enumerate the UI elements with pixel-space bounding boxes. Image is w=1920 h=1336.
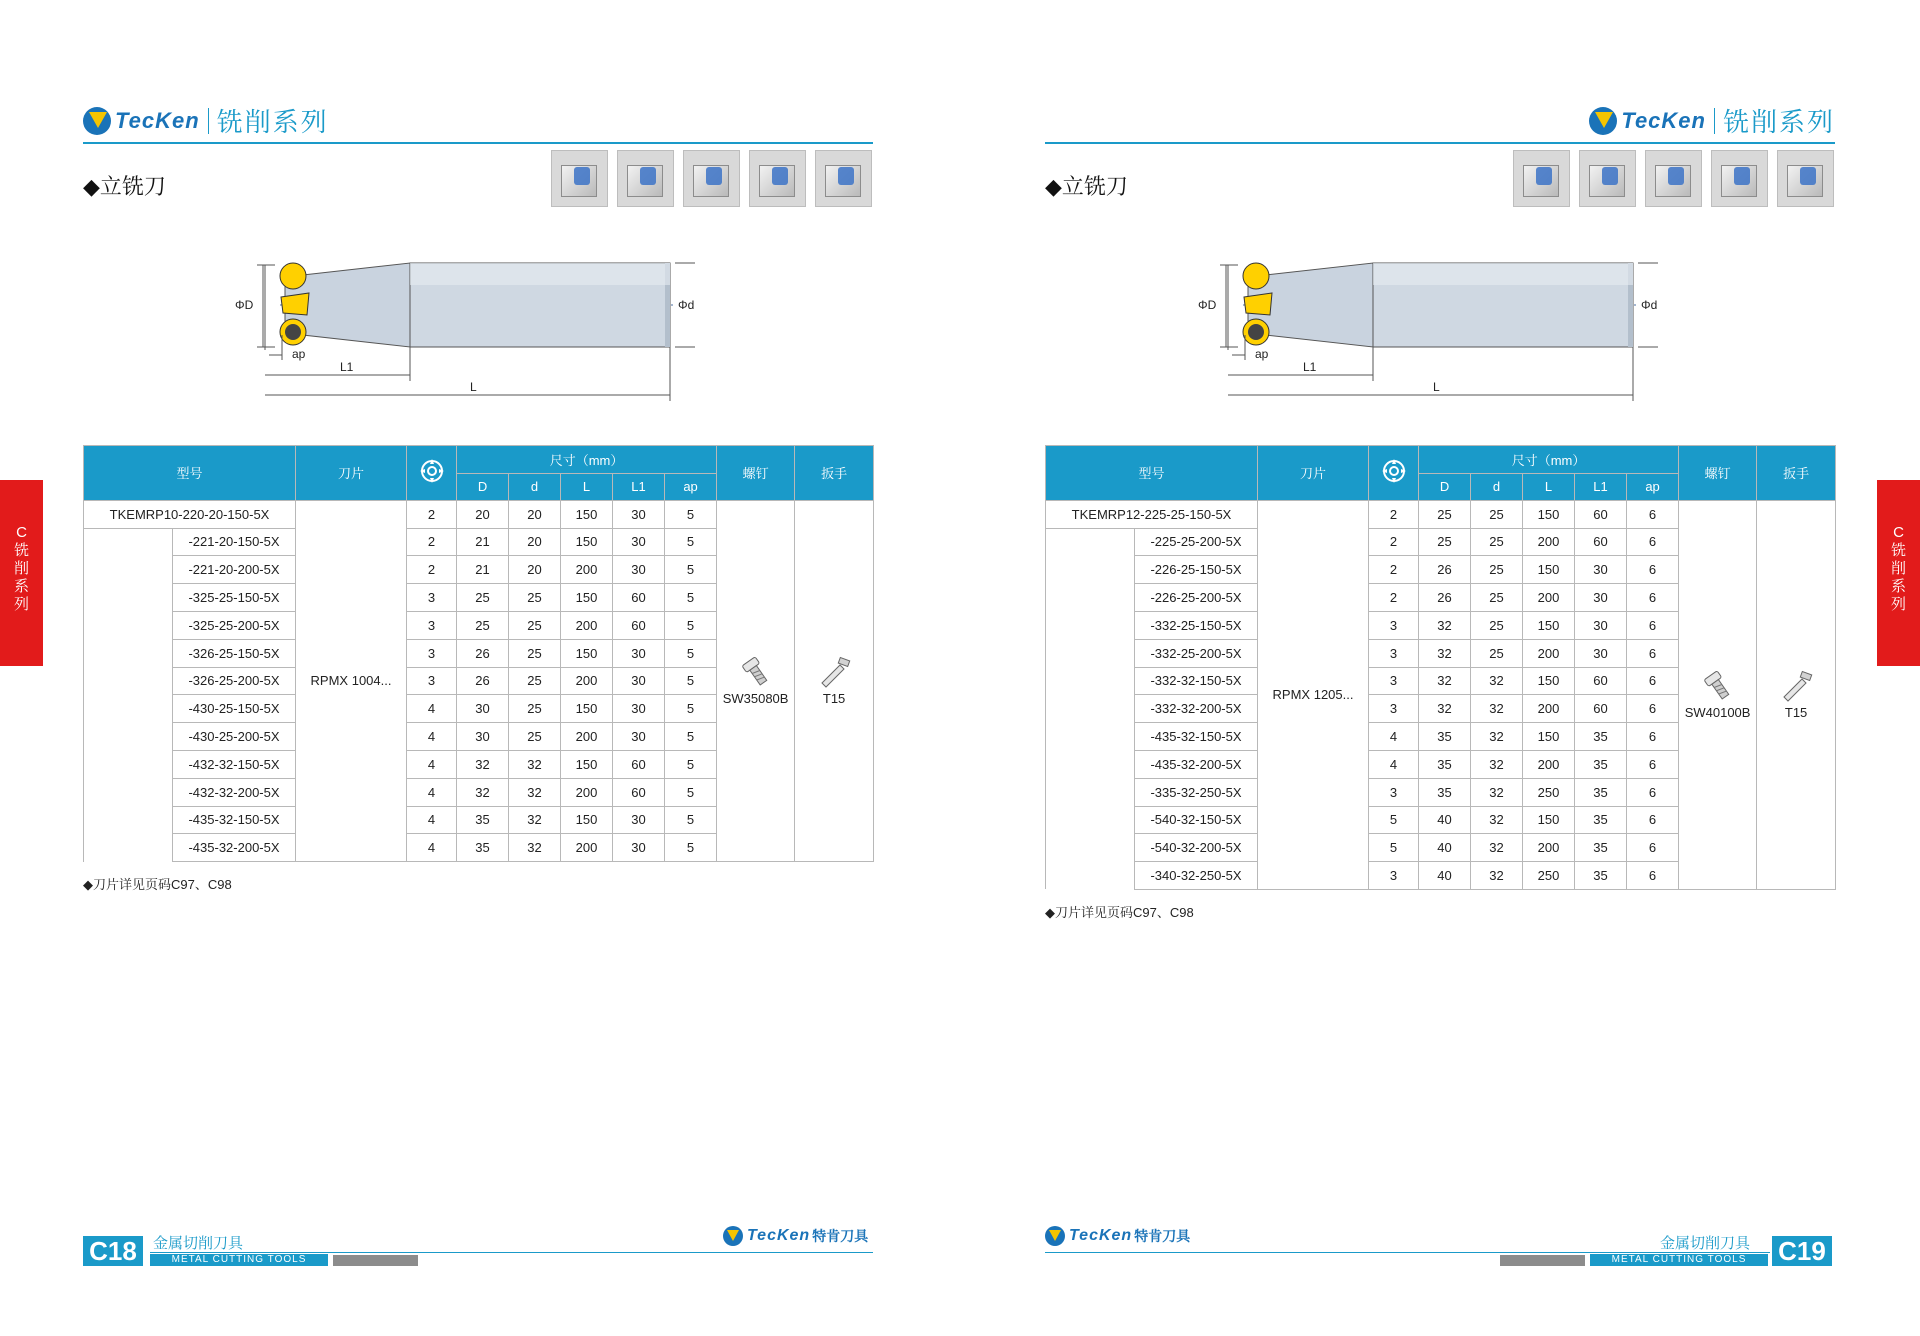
model-cell: TKEMRP10-220-20-150-5X: [84, 500, 296, 528]
value-cell: 32: [1471, 723, 1523, 751]
footer-cn: 金属切削刀具: [153, 1235, 244, 1252]
page-header: [1045, 98, 1835, 144]
value-cell: 26: [1419, 556, 1471, 584]
value-cell: 2: [407, 528, 457, 556]
value-cell: 5: [665, 695, 717, 723]
value-cell: 150: [561, 500, 613, 528]
value-cell: 150: [561, 584, 613, 612]
col-screw: 螺钉: [1679, 446, 1757, 501]
col-wrench: 扳手: [1757, 446, 1836, 501]
col-teeth: [407, 446, 457, 501]
side-tab: C 铣削系列: [1877, 480, 1920, 666]
value-cell: 6: [1627, 667, 1679, 695]
value-cell: 150: [561, 695, 613, 723]
model-cell: -430-25-200-5X: [173, 723, 296, 751]
value-cell: 30: [613, 834, 665, 862]
value-cell: 200: [561, 834, 613, 862]
value-cell: 5: [665, 806, 717, 834]
col-size-group: 尺寸（mm）: [457, 446, 717, 474]
value-cell: 5: [665, 778, 717, 806]
value-cell: 6: [1627, 723, 1679, 751]
value-cell: 32: [1419, 611, 1471, 639]
screw-icon: [1701, 669, 1735, 703]
value-cell: 40: [1419, 806, 1471, 834]
value-cell: 6: [1627, 584, 1679, 612]
gear-teeth-icon: [1381, 458, 1407, 484]
value-cell: 20: [509, 556, 561, 584]
value-cell: 25: [1471, 639, 1523, 667]
page-code: C19: [1772, 1236, 1832, 1266]
value-cell: 4: [1369, 723, 1419, 751]
col-d: d: [509, 473, 561, 500]
model-cell: -435-32-150-5X: [1135, 723, 1258, 751]
value-cell: 26: [1419, 584, 1471, 612]
col-L1: L1: [1575, 473, 1627, 500]
value-cell: 6: [1627, 639, 1679, 667]
value-cell: 200: [561, 611, 613, 639]
value-cell: 150: [561, 750, 613, 778]
svg-text:Φd: Φd: [1641, 298, 1658, 312]
value-cell: 30: [457, 723, 509, 751]
model-cell: -432-32-200-5X: [173, 778, 296, 806]
value-cell: 2: [1369, 500, 1419, 528]
profile-milling-icon: [1777, 150, 1834, 207]
col-model: 型号: [1046, 446, 1258, 501]
pocket-milling-icon: [1645, 150, 1702, 207]
value-cell: 4: [407, 834, 457, 862]
wrench-icon: [1776, 669, 1816, 703]
model-cell: TKEMRP12-225-25-150-5X: [1046, 500, 1258, 528]
value-cell: 3: [1369, 639, 1419, 667]
value-cell: 30: [613, 667, 665, 695]
value-cell: 25: [1471, 528, 1523, 556]
model-cell: -325-25-150-5X: [173, 584, 296, 612]
value-cell: 21: [457, 556, 509, 584]
value-cell: 5: [665, 834, 717, 862]
col-insert: 刀片: [1258, 446, 1369, 501]
wrench-label: T15: [1784, 705, 1808, 721]
svg-text:Φd: Φd: [678, 298, 695, 312]
value-cell: 6: [1627, 500, 1679, 528]
value-cell: 25: [509, 723, 561, 751]
footer-logo: TecKen 特肯刀具: [1045, 1226, 1190, 1246]
table-row: [84, 500, 874, 528]
svg-text:ap: ap: [292, 347, 306, 361]
wrench-icon: [814, 655, 854, 689]
tecken-logo-icon: [1045, 1226, 1065, 1246]
gear-teeth-icon: [419, 458, 445, 484]
model-cell: -430-25-150-5X: [173, 695, 296, 723]
value-cell: 200: [561, 667, 613, 695]
col-size-group: 尺寸（mm）: [1419, 446, 1679, 474]
series-title: 铣削系列: [216, 107, 329, 137]
value-cell: 25: [509, 695, 561, 723]
model-cell: -332-25-200-5X: [1135, 639, 1258, 667]
value-cell: 150: [1523, 500, 1575, 528]
operation-icons: [1513, 150, 1834, 207]
col-L: L: [561, 473, 613, 500]
value-cell: 32: [1471, 750, 1523, 778]
value-cell: 32: [457, 778, 509, 806]
model-cell: -540-32-200-5X: [1135, 834, 1258, 862]
insert-note: ◆刀片详见页码C97、C98: [83, 877, 232, 892]
value-cell: 25: [1471, 611, 1523, 639]
col-d: d: [1471, 473, 1523, 500]
insert-note: ◆刀片详见页码C97、C98: [1045, 905, 1194, 920]
value-cell: 26: [457, 667, 509, 695]
value-cell: 32: [1471, 695, 1523, 723]
value-cell: 5: [665, 556, 717, 584]
value-cell: 150: [1523, 723, 1575, 751]
value-cell: 5: [665, 750, 717, 778]
model-cell: -226-25-150-5X: [1135, 556, 1258, 584]
value-cell: 2: [407, 556, 457, 584]
value-cell: 150: [561, 806, 613, 834]
svg-text:ΦD: ΦD: [1198, 298, 1217, 312]
value-cell: 200: [1523, 750, 1575, 778]
svg-text:ap: ap: [1255, 347, 1269, 361]
value-cell: 250: [1523, 778, 1575, 806]
value-cell: 35: [1575, 862, 1627, 890]
value-cell: 5: [665, 611, 717, 639]
value-cell: 3: [1369, 778, 1419, 806]
value-cell: 35: [1575, 834, 1627, 862]
value-cell: 60: [1575, 528, 1627, 556]
value-cell: 32: [509, 806, 561, 834]
footer-cn: 金属切削刀具: [1660, 1235, 1751, 1252]
value-cell: 250: [1523, 862, 1575, 890]
screw-icon: [739, 655, 773, 689]
value-cell: 200: [1523, 834, 1575, 862]
model-cell: -432-32-150-5X: [173, 750, 296, 778]
value-cell: 30: [613, 528, 665, 556]
model-cell: -435-32-200-5X: [1135, 750, 1258, 778]
value-cell: 2: [1369, 528, 1419, 556]
value-cell: 25: [509, 611, 561, 639]
table-row: [1046, 500, 1836, 528]
footer-en: METAL CUTTING TOOLS: [1590, 1254, 1768, 1266]
value-cell: 30: [613, 723, 665, 751]
value-cell: 30: [613, 500, 665, 528]
side-tab: C 铣削系列: [0, 480, 43, 666]
helical-milling-icon: [1711, 150, 1768, 207]
value-cell: 2: [1369, 556, 1419, 584]
value-cell: 25: [1471, 500, 1523, 528]
brand-logo: [83, 102, 329, 139]
value-cell: 30: [1575, 584, 1627, 612]
page-code: C18: [83, 1236, 143, 1266]
value-cell: 2: [1369, 584, 1419, 612]
value-cell: 5: [665, 528, 717, 556]
footer-bar: [333, 1255, 418, 1266]
value-cell: 35: [1575, 750, 1627, 778]
col-teeth: [1369, 446, 1419, 501]
tecken-logo-icon: [1589, 107, 1617, 135]
value-cell: 25: [1471, 556, 1523, 584]
value-cell: 150: [1523, 806, 1575, 834]
footer-en: METAL CUTTING TOOLS: [150, 1254, 328, 1266]
svg-text:L1: L1: [1303, 360, 1317, 374]
tecken-logo-icon: [83, 107, 111, 135]
value-cell: 32: [457, 750, 509, 778]
value-cell: 6: [1627, 806, 1679, 834]
value-cell: 60: [1575, 695, 1627, 723]
value-cell: 35: [1419, 723, 1471, 751]
value-cell: 3: [407, 667, 457, 695]
value-cell: 30: [1575, 611, 1627, 639]
value-cell: 30: [613, 639, 665, 667]
page-header: [83, 98, 873, 144]
value-cell: 35: [457, 834, 509, 862]
wrench-cell: [1757, 500, 1836, 889]
value-cell: 3: [407, 584, 457, 612]
value-cell: 30: [613, 556, 665, 584]
model-cell: -332-32-150-5X: [1135, 667, 1258, 695]
model-cell: -226-25-200-5X: [1135, 584, 1258, 612]
value-cell: 6: [1627, 695, 1679, 723]
value-cell: 4: [407, 750, 457, 778]
value-cell: 32: [1471, 834, 1523, 862]
value-cell: 200: [561, 778, 613, 806]
value-cell: 25: [457, 611, 509, 639]
value-cell: 200: [1523, 695, 1575, 723]
value-cell: 150: [1523, 556, 1575, 584]
value-cell: 3: [1369, 667, 1419, 695]
svg-text:ΦD: ΦD: [235, 298, 254, 312]
value-cell: 60: [613, 611, 665, 639]
end-mill-drawing: [235, 255, 695, 415]
value-cell: 30: [1575, 556, 1627, 584]
model-cell: -540-32-150-5X: [1135, 806, 1258, 834]
right-page: [960, 0, 1920, 1336]
value-cell: 32: [509, 778, 561, 806]
model-cell: -325-25-200-5X: [173, 611, 296, 639]
value-cell: 5: [665, 723, 717, 751]
pocket-milling-icon: [683, 150, 740, 207]
model-cell: -326-25-150-5X: [173, 639, 296, 667]
footer-bar: [1500, 1255, 1585, 1266]
screw-label: SW35080B: [722, 691, 789, 707]
value-cell: 6: [1627, 778, 1679, 806]
model-cell: -335-32-250-5X: [1135, 778, 1258, 806]
slot-milling-icon: [1579, 150, 1636, 207]
value-cell: 200: [561, 556, 613, 584]
value-cell: 32: [1419, 667, 1471, 695]
wrench-label: T15: [822, 691, 846, 707]
value-cell: 32: [1471, 778, 1523, 806]
value-cell: 25: [1419, 500, 1471, 528]
col-D: D: [457, 473, 509, 500]
value-cell: 25: [1471, 584, 1523, 612]
value-cell: 6: [1627, 834, 1679, 862]
value-cell: 20: [509, 528, 561, 556]
col-D: D: [1419, 473, 1471, 500]
value-cell: 3: [1369, 862, 1419, 890]
operation-icons: [551, 150, 872, 207]
value-cell: 20: [509, 500, 561, 528]
section-title: ◆立铣刀: [1045, 174, 1128, 199]
value-cell: 32: [509, 834, 561, 862]
col-model: 型号: [84, 446, 296, 501]
value-cell: 40: [1419, 862, 1471, 890]
model-cell: -435-32-200-5X: [173, 834, 296, 862]
value-cell: 5: [665, 584, 717, 612]
value-cell: 200: [1523, 584, 1575, 612]
value-cell: 25: [509, 639, 561, 667]
value-cell: 3: [1369, 611, 1419, 639]
value-cell: 150: [1523, 667, 1575, 695]
value-cell: 200: [1523, 639, 1575, 667]
brand-logo: [1589, 102, 1835, 139]
logo-text: TecKen: [1621, 107, 1706, 133]
value-cell: 150: [561, 639, 613, 667]
wrench-cell: [795, 500, 874, 861]
value-cell: 35: [457, 806, 509, 834]
model-cell: -326-25-200-5X: [173, 667, 296, 695]
value-cell: 150: [1523, 611, 1575, 639]
value-cell: 6: [1627, 862, 1679, 890]
col-L1: L1: [613, 473, 665, 500]
value-cell: 32: [1471, 862, 1523, 890]
value-cell: 35: [1575, 778, 1627, 806]
value-cell: 32: [1471, 667, 1523, 695]
screw-label: SW40100B: [1684, 705, 1751, 721]
svg-text:L: L: [1433, 380, 1440, 394]
value-cell: 4: [407, 778, 457, 806]
value-cell: 25: [509, 667, 561, 695]
value-cell: 32: [1419, 695, 1471, 723]
model-cell: -332-25-150-5X: [1135, 611, 1258, 639]
value-cell: 60: [613, 750, 665, 778]
value-cell: 35: [1575, 806, 1627, 834]
screw-cell: [717, 500, 795, 861]
spec-table: [1045, 445, 1836, 890]
value-cell: 5: [1369, 806, 1419, 834]
insert-cell: RPMX 1004...: [296, 500, 407, 861]
value-cell: 35: [1419, 750, 1471, 778]
spec-table: [83, 445, 874, 862]
value-cell: 4: [407, 806, 457, 834]
col-ap: ap: [665, 473, 717, 500]
svg-text:L: L: [470, 380, 477, 394]
model-cell: -225-25-200-5X: [1135, 528, 1258, 556]
col-insert: 刀片: [296, 446, 407, 501]
value-cell: 6: [1627, 556, 1679, 584]
profile-milling-icon: [815, 150, 872, 207]
value-cell: 20: [457, 500, 509, 528]
value-cell: 30: [613, 806, 665, 834]
section-title: ◆立铣刀: [83, 174, 166, 199]
helical-milling-icon: [749, 150, 806, 207]
tecken-logo-icon: [723, 1226, 743, 1246]
svg-text:L1: L1: [340, 360, 354, 374]
value-cell: 32: [509, 750, 561, 778]
value-cell: 5: [665, 639, 717, 667]
value-cell: 200: [561, 723, 613, 751]
value-cell: 40: [1419, 834, 1471, 862]
value-cell: 4: [407, 695, 457, 723]
value-cell: 3: [1369, 695, 1419, 723]
value-cell: 6: [1627, 750, 1679, 778]
value-cell: 3: [407, 639, 457, 667]
shoulder-milling-icon: [551, 150, 608, 207]
model-cell: -221-20-200-5X: [173, 556, 296, 584]
value-cell: 200: [1523, 528, 1575, 556]
model-cell: -332-32-200-5X: [1135, 695, 1258, 723]
value-cell: 60: [613, 778, 665, 806]
col-wrench: 扳手: [795, 446, 874, 501]
value-cell: 35: [1419, 778, 1471, 806]
value-cell: 30: [457, 695, 509, 723]
col-screw: 螺钉: [717, 446, 795, 501]
value-cell: 2: [407, 500, 457, 528]
model-cell: -221-20-150-5X: [173, 528, 296, 556]
value-cell: 30: [613, 695, 665, 723]
end-mill-drawing: [1198, 255, 1658, 415]
footer-logo: TecKen 特肯刀具: [723, 1226, 868, 1246]
value-cell: 25: [509, 584, 561, 612]
value-cell: 60: [1575, 667, 1627, 695]
value-cell: 25: [1419, 528, 1471, 556]
value-cell: 4: [407, 723, 457, 751]
value-cell: 60: [1575, 500, 1627, 528]
col-L: L: [1523, 473, 1575, 500]
value-cell: 60: [613, 584, 665, 612]
value-cell: 6: [1627, 528, 1679, 556]
value-cell: 32: [1419, 639, 1471, 667]
value-cell: 32: [1471, 806, 1523, 834]
value-cell: 21: [457, 528, 509, 556]
shoulder-milling-icon: [1513, 150, 1570, 207]
value-cell: 35: [1575, 723, 1627, 751]
value-cell: 5: [1369, 834, 1419, 862]
slot-milling-icon: [617, 150, 674, 207]
value-cell: 5: [665, 500, 717, 528]
value-cell: 6: [1627, 611, 1679, 639]
value-cell: 150: [561, 528, 613, 556]
value-cell: 26: [457, 639, 509, 667]
value-cell: 3: [407, 611, 457, 639]
col-ap: ap: [1627, 473, 1679, 500]
logo-text: TecKen: [115, 107, 200, 133]
series-title: 铣削系列: [1722, 107, 1835, 137]
value-cell: 5: [665, 667, 717, 695]
insert-cell: RPMX 1205...: [1258, 500, 1369, 889]
screw-cell: [1679, 500, 1757, 889]
model-cell: -435-32-150-5X: [173, 806, 296, 834]
model-cell: -340-32-250-5X: [1135, 862, 1258, 890]
value-cell: 30: [1575, 639, 1627, 667]
value-cell: 4: [1369, 750, 1419, 778]
value-cell: 25: [457, 584, 509, 612]
